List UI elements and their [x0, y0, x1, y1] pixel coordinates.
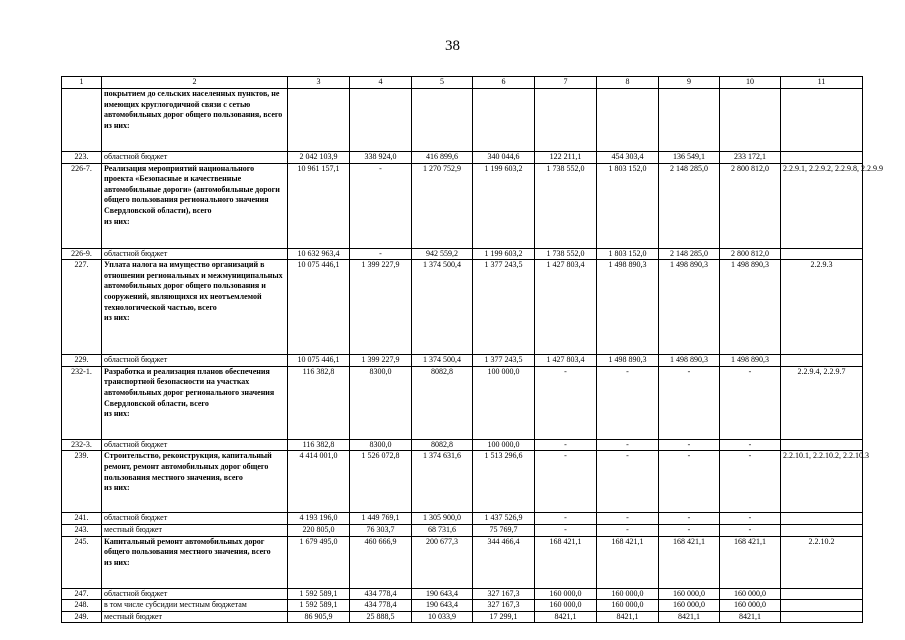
column-header: 9 — [659, 77, 720, 89]
target-codes — [781, 89, 863, 152]
value-cell: 8082,8 — [412, 439, 473, 451]
target-codes: 2.2.9.1, 2.2.9.2, 2.2.9.8, 2.2.9.9 — [781, 163, 863, 248]
row-name: местный бюджет — [102, 524, 288, 536]
table-row — [62, 588, 863, 600]
value-cell: 1 427 803,4 — [535, 260, 597, 355]
value-cell: 8082,8 — [412, 366, 473, 439]
value-cell: 75 769,7 — [473, 524, 535, 536]
row-name: областной бюджет — [102, 248, 288, 260]
row-name: областной бюджет — [102, 152, 288, 164]
table-row — [62, 451, 863, 513]
value-cell: 8421,1 — [535, 611, 597, 623]
value-cell: 1 803 152,0 — [597, 163, 659, 248]
value-cell: 4 193 196,0 — [288, 513, 350, 525]
value-cell: - — [597, 451, 659, 513]
value-cell: - — [535, 513, 597, 525]
page-number: 38 — [445, 38, 460, 54]
value-cell: - — [720, 513, 781, 525]
row-number: 223. — [62, 152, 102, 164]
table-row — [62, 163, 863, 248]
value-cell: 8421,1 — [659, 611, 720, 623]
row-name: Уплата налога на имущество организаций в отношении региональных и межмуниципальных автомобильных дорог общего пользования и сооружений, являющихся их неотъемлемой технологической частью, всего из них: — [102, 260, 288, 355]
table-row — [62, 248, 863, 260]
value-cell: 100 000,0 — [473, 439, 535, 451]
value-cell: 4 414 001,0 — [288, 451, 350, 513]
value-cell — [288, 89, 350, 152]
value-cell: 1 374 500,4 — [412, 355, 473, 367]
value-cell: - — [350, 163, 412, 248]
budget-table — [61, 76, 883, 623]
value-cell: 1 427 803,4 — [535, 355, 597, 367]
value-cell: 116 382,8 — [288, 439, 350, 451]
value-cell: 1 199 603,2 — [473, 248, 535, 260]
row-number: 249. — [62, 611, 102, 623]
value-cell: 8300,0 — [350, 439, 412, 451]
value-cell: 160 000,0 — [659, 588, 720, 600]
value-cell — [473, 89, 535, 152]
row-name: областной бюджет — [102, 355, 288, 367]
row-name: областной бюджет — [102, 513, 288, 525]
table-row — [62, 366, 863, 439]
row-name: Разработка и реализация планов обеспечения транспортной безопасности на участках автомобильных дорог регионального значения Свердловской области, всего из них: — [102, 366, 288, 439]
target-codes — [781, 513, 863, 525]
value-cell: 17 299,1 — [473, 611, 535, 623]
value-cell: 8421,1 — [597, 611, 659, 623]
target-codes — [781, 355, 863, 367]
value-cell: - — [597, 524, 659, 536]
row-number: 248. — [62, 600, 102, 612]
table-body — [62, 77, 883, 623]
value-cell: 168 421,1 — [720, 536, 781, 588]
row-name: областной бюджет — [102, 588, 288, 600]
table-row — [62, 355, 863, 367]
value-cell: - — [535, 439, 597, 451]
row-name: Строительство, реконструкция, капитальный ремонт, ремонт автомобильных дорог общего пользования местного значения, всего из них: — [102, 451, 288, 513]
value-cell: - — [659, 439, 720, 451]
value-cell: - — [535, 366, 597, 439]
column-header: 11 — [781, 77, 863, 89]
row-number: 245. — [62, 536, 102, 588]
row-number — [62, 89, 102, 152]
table-row — [62, 611, 863, 623]
row-name: местный бюджет — [102, 611, 288, 623]
value-cell: 1 513 296,6 — [473, 451, 535, 513]
table-row — [62, 536, 863, 588]
value-cell: 168 421,1 — [535, 536, 597, 588]
value-cell: 100 000,0 — [473, 366, 535, 439]
row-number: 243. — [62, 524, 102, 536]
column-header: 1 — [62, 77, 102, 89]
value-cell: - — [597, 439, 659, 451]
value-cell: - — [659, 524, 720, 536]
column-header: 10 — [720, 77, 781, 89]
value-cell: 168 421,1 — [597, 536, 659, 588]
value-cell: 25 888,5 — [350, 611, 412, 623]
value-cell: 10 075 446,1 — [288, 355, 350, 367]
value-cell: - — [597, 366, 659, 439]
value-cell: - — [350, 248, 412, 260]
value-cell: 1 449 769,1 — [350, 513, 412, 525]
value-cell — [720, 89, 781, 152]
value-cell: 220 805,0 — [288, 524, 350, 536]
table-row — [62, 89, 863, 152]
column-header: 2 — [102, 77, 288, 89]
row-number: 229. — [62, 355, 102, 367]
value-cell: 160 000,0 — [720, 600, 781, 612]
value-cell: 160 000,0 — [597, 600, 659, 612]
value-cell: 327 167,3 — [473, 600, 535, 612]
value-cell: - — [659, 451, 720, 513]
value-cell: 942 559,2 — [412, 248, 473, 260]
column-header: 5 — [412, 77, 473, 89]
value-cell: 160 000,0 — [720, 588, 781, 600]
value-cell — [412, 89, 473, 152]
table-row — [62, 439, 863, 451]
value-cell — [659, 89, 720, 152]
table-row — [62, 260, 863, 355]
value-cell: 1 592 589,1 — [288, 588, 350, 600]
row-name: Капитальный ремонт автомобильных дорог общего пользования местного значения, всего из них: — [102, 536, 288, 588]
row-number: 247. — [62, 588, 102, 600]
value-cell: - — [720, 451, 781, 513]
value-cell: 1 377 243,5 — [473, 355, 535, 367]
value-cell: 460 666,9 — [350, 536, 412, 588]
value-cell: 338 924,0 — [350, 152, 412, 164]
value-cell: 160 000,0 — [597, 588, 659, 600]
value-cell: 76 303,7 — [350, 524, 412, 536]
value-cell: 2 800 812,0 — [720, 248, 781, 260]
value-cell: - — [720, 366, 781, 439]
target-codes — [781, 439, 863, 451]
target-codes — [781, 600, 863, 612]
row-name: покрытием до сельских населенных пунктов, не имеющих круглогодичной связи с сетью автомобильных дорог общего пользования, всего из них: — [102, 89, 288, 152]
column-header: 4 — [350, 77, 412, 89]
column-header: 8 — [597, 77, 659, 89]
value-cell: 1 374 631,6 — [412, 451, 473, 513]
row-name: в том числе субсидии местным бюджетам — [102, 600, 288, 612]
row-number: 232-3. — [62, 439, 102, 451]
row-number: 226-9. — [62, 248, 102, 260]
value-cell: 2 042 103,9 — [288, 152, 350, 164]
value-cell: 1 738 552,0 — [535, 248, 597, 260]
value-cell: 116 382,8 — [288, 366, 350, 439]
value-cell: 86 905,9 — [288, 611, 350, 623]
column-header: 7 — [535, 77, 597, 89]
value-cell — [535, 89, 597, 152]
value-cell: 434 778,4 — [350, 600, 412, 612]
value-cell: - — [659, 513, 720, 525]
value-cell: 1 803 152,0 — [597, 248, 659, 260]
value-cell: 416 899,6 — [412, 152, 473, 164]
value-cell: - — [597, 513, 659, 525]
value-cell: 10 075 446,1 — [288, 260, 350, 355]
value-cell: 434 778,4 — [350, 588, 412, 600]
value-cell: 2 148 285,0 — [659, 248, 720, 260]
value-cell: 68 731,6 — [412, 524, 473, 536]
row-name: областной бюджет — [102, 439, 288, 451]
table-row — [62, 524, 863, 536]
target-codes: 2.2.10.2 — [781, 536, 863, 588]
value-cell: 1 498 890,3 — [659, 260, 720, 355]
target-codes — [781, 611, 863, 623]
value-cell: 8421,1 — [720, 611, 781, 623]
value-cell: 1 270 752,9 — [412, 163, 473, 248]
value-cell: 1 199 603,2 — [473, 163, 535, 248]
value-cell: 1 399 227,9 — [350, 355, 412, 367]
value-cell: 136 549,1 — [659, 152, 720, 164]
column-header: 3 — [288, 77, 350, 89]
value-cell: 1 679 495,0 — [288, 536, 350, 588]
value-cell — [350, 89, 412, 152]
value-cell: 1 498 890,3 — [597, 260, 659, 355]
table-row — [62, 152, 863, 164]
value-cell — [597, 89, 659, 152]
target-codes — [781, 152, 863, 164]
value-cell: 327 167,3 — [473, 588, 535, 600]
target-codes: 2.2.10.1, 2.2.10.2, 2.2.10.3 — [781, 451, 863, 513]
value-cell: 1 738 552,0 — [535, 163, 597, 248]
row-number: 226-7. — [62, 163, 102, 248]
value-cell: 1 305 900,0 — [412, 513, 473, 525]
value-cell: 2 800 812,0 — [720, 163, 781, 248]
value-cell: 454 303,4 — [597, 152, 659, 164]
target-codes: 2.2.9.4, 2.2.9.7 — [781, 366, 863, 439]
target-codes: 2.2.9.3 — [781, 260, 863, 355]
value-cell: - — [720, 524, 781, 536]
value-cell: 340 044,6 — [473, 152, 535, 164]
value-cell: 8300,0 — [350, 366, 412, 439]
value-cell: 1 498 890,3 — [720, 355, 781, 367]
row-name: Реализация мероприятий национального проекта «Безопасные и качественные автомобильные дороги» (автомобильные дороги общего пользования регионального значения Свердловской области), всего из них: — [102, 163, 288, 248]
value-cell: 160 000,0 — [535, 600, 597, 612]
value-cell: 1 526 072,8 — [350, 451, 412, 513]
value-cell: 10 961 157,1 — [288, 163, 350, 248]
value-cell: 1 377 243,5 — [473, 260, 535, 355]
value-cell: 122 211,1 — [535, 152, 597, 164]
value-cell: 190 643,4 — [412, 600, 473, 612]
row-number: 232-1. — [62, 366, 102, 439]
value-cell: - — [720, 439, 781, 451]
value-cell: 160 000,0 — [535, 588, 597, 600]
value-cell: 1 437 526,9 — [473, 513, 535, 525]
value-cell: 1 374 500,4 — [412, 260, 473, 355]
value-cell: 10 033,9 — [412, 611, 473, 623]
row-number: 241. — [62, 513, 102, 525]
value-cell: 1 399 227,9 — [350, 260, 412, 355]
column-header: 6 — [473, 77, 535, 89]
row-number: 227. — [62, 260, 102, 355]
value-cell: 10 632 963,4 — [288, 248, 350, 260]
row-number: 239. — [62, 451, 102, 513]
value-cell: 1 498 890,3 — [659, 355, 720, 367]
value-cell: 1 498 890,3 — [720, 260, 781, 355]
value-cell: 200 677,3 — [412, 536, 473, 588]
value-cell: - — [659, 366, 720, 439]
value-cell: 190 643,4 — [412, 588, 473, 600]
value-cell: 1 498 890,3 — [597, 355, 659, 367]
value-cell: 160 000,0 — [659, 600, 720, 612]
target-codes — [781, 248, 863, 260]
value-cell: - — [535, 524, 597, 536]
table-row — [62, 600, 863, 612]
table-row — [62, 513, 863, 525]
value-cell: 168 421,1 — [659, 536, 720, 588]
target-codes — [781, 524, 863, 536]
value-cell: 2 148 285,0 — [659, 163, 720, 248]
target-codes — [781, 588, 863, 600]
header-row — [62, 77, 863, 89]
value-cell: - — [535, 451, 597, 513]
value-cell: 233 172,1 — [720, 152, 781, 164]
value-cell: 344 466,4 — [473, 536, 535, 588]
value-cell: 1 592 589,1 — [288, 600, 350, 612]
